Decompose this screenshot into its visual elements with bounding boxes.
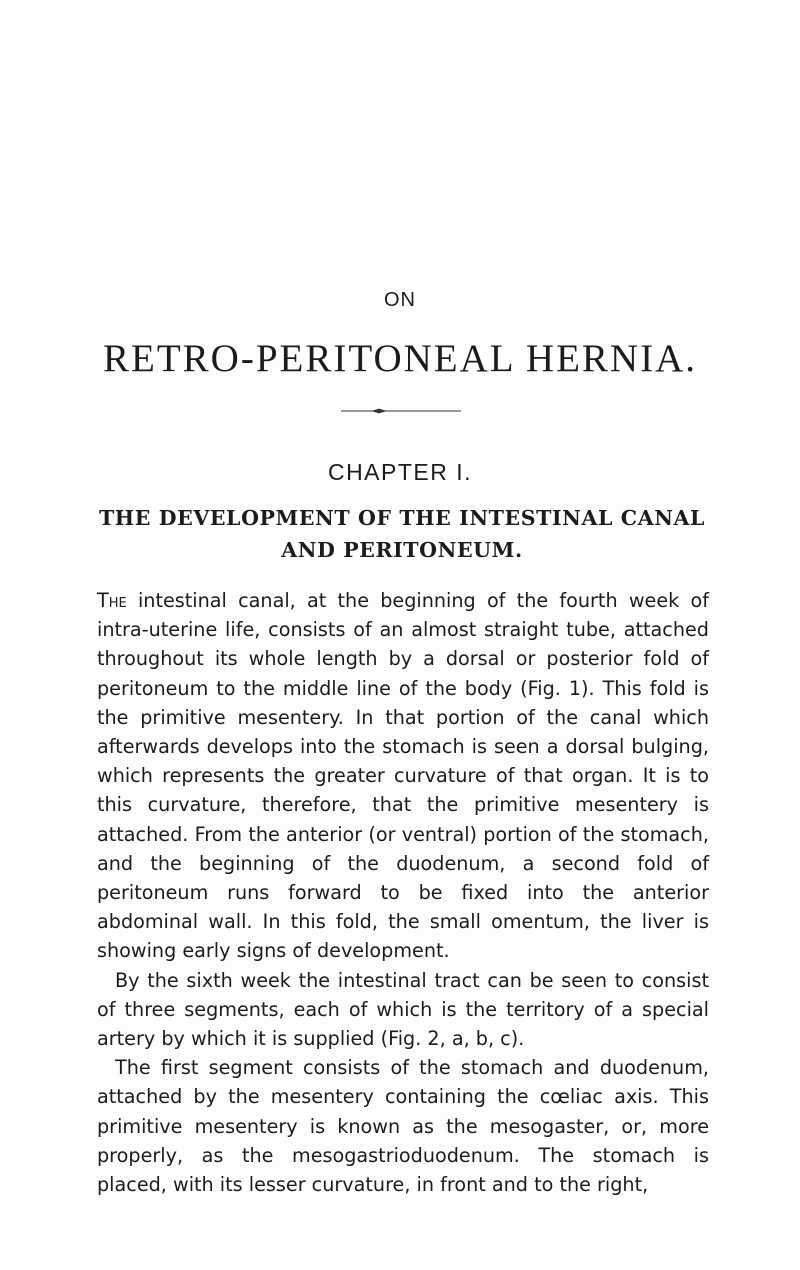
paragraph-1-text: intestinal canal, at the beginning of the fourth week of intra-uterine life, consists of an almost straight tube, attached throughout its whole length by a dorsal or posterior fold of peritoneum to the middle line of the body (Fig. 1). This fold is the primitive mesentery. In that portion of the canal which afterwards develops into the stomach is seen a dorsal bulging, which represents the greater curvature of that organ. It is to this curvature, therefore, that the primitive mesentery is attached. From the anterior (or ventral) portion of the stomach, and the beginning of the duodenum, a second fold of peritoneum runs forward to be fixed into the anterior abdominal wall. In this fold, the small omentum, the liver is showing early signs of development.	[97, 589, 709, 963]
body-text	[97, 586, 709, 1199]
chapter-heading: CHAPTER I.	[327, 459, 473, 485]
diamond-rule-icon	[341, 407, 461, 415]
title-prefix: ON	[384, 289, 416, 311]
chapter-subtitle	[95, 502, 709, 566]
chapter-subtitle-line-2: AND PERITONEUM.	[281, 538, 523, 562]
paragraph-lead-word: The	[97, 589, 127, 612]
paragraph-3: The first segment consists of the stomach and duodenum, attached by the mesentery containing the cœliac axis. This primitive mesentery is known as the mesogaster, or, more properly, as the mesogastrioduodenum. The stomach is placed, with its lesser curvature, in front and to the right,	[97, 1056, 709, 1197]
paragraph-2: By the sixth week the intestinal tract can be seen to consist of three segments, each of which is the territory of a special artery by which it is supplied (Fig. 2, a, b, c).	[97, 968, 709, 1051]
paragraph-1	[97, 586, 709, 966]
page-title: RETRO-PERITONEAL HERNIA.	[103, 337, 697, 380]
chapter-subtitle-line-1: THE DEVELOPMENT OF THE INTESTINAL CANAL	[98, 506, 706, 530]
